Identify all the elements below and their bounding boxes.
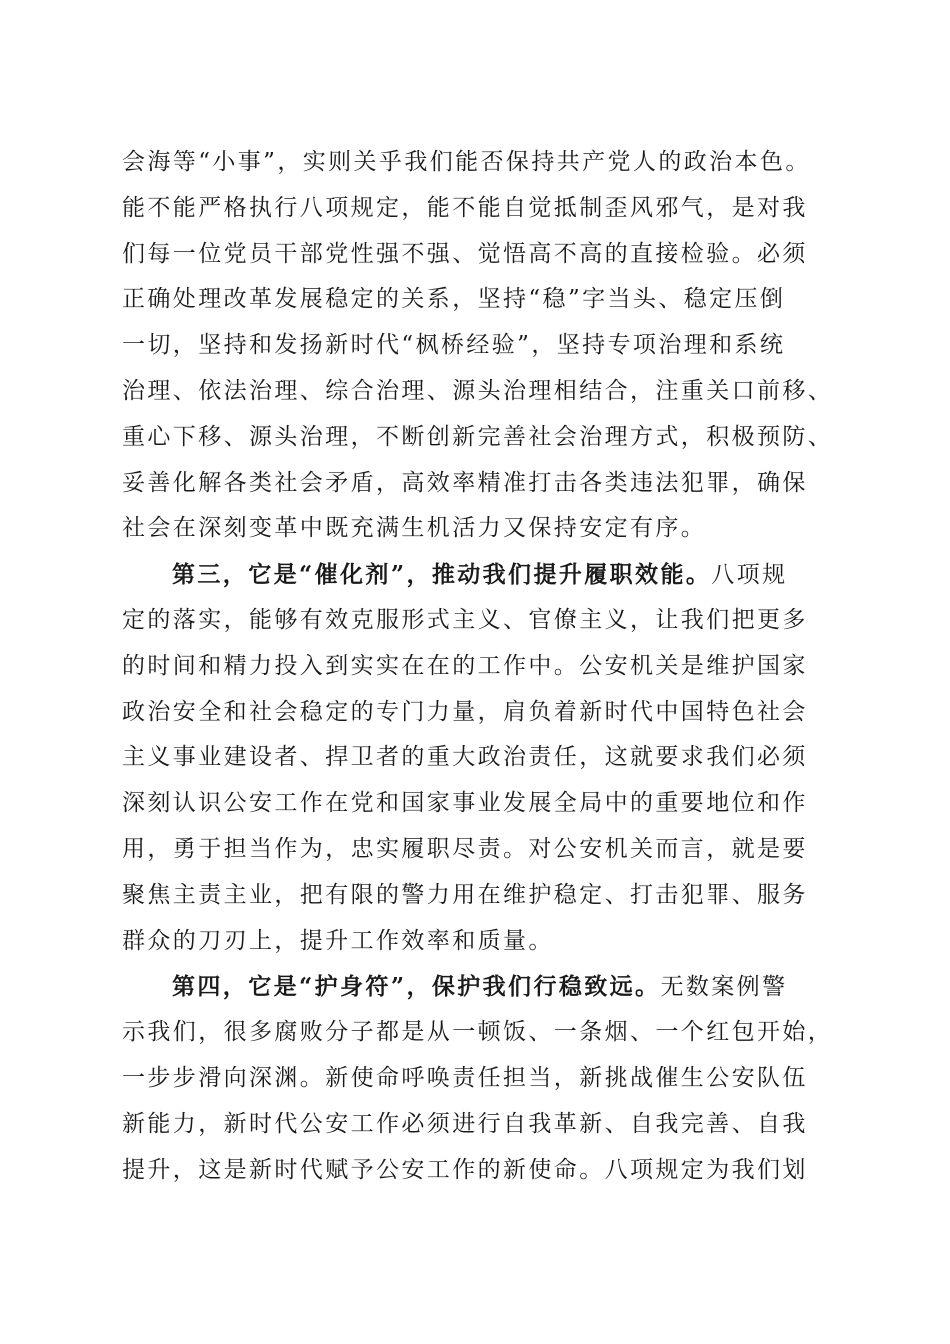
text-line: 社会在深刻变革中既充满生机活力又保持安定有序。 [122, 515, 707, 542]
text-line: 妥善化解各类社会矛盾，高效率精准打击各类违法犯罪，确保 [122, 469, 808, 496]
paragraph-fourth [122, 964, 838, 1193]
text-line: 的时间和精力投入到实实在在的工作中。公安机关是维护国家 [122, 652, 808, 679]
text-line: 能不能严格执行八项规定，能不能自觉抵制歪风邪气，是对我 [122, 194, 808, 221]
document-body [122, 140, 838, 1193]
paragraph-first-line-rest: 八项规 [711, 562, 788, 589]
paragraph-first-line-rest: 无数案例警 [660, 974, 788, 1001]
text-line [122, 552, 838, 598]
text-line: 正确处理改革发展稳定的关系，坚持“稳”字当头、稳定压倒 [122, 286, 786, 313]
text-line: 深刻认识公安工作在党和国家事业发展全局中的重要地位和作 [122, 790, 808, 817]
text-line: 群众的刀刃上，提升工作效率和质量。 [122, 927, 554, 954]
text-line: 会海等“小事”，实则关乎我们能否保持共产党人的政治本色。 [122, 149, 811, 175]
text-line [122, 964, 838, 1010]
paragraph-lead-heading: 第三，它是“催化剂”，推动我们提升履职效能。 [172, 561, 712, 589]
paragraph-third [122, 552, 838, 964]
text-line: 用，勇于担当作为，忠实履职尽责。对公安机关而言，就是要 [122, 835, 808, 862]
text-line: 新能力，新时代公安工作必须进行自我革新、自我完善、自我 [122, 1110, 808, 1137]
text-line: 示我们，很多腐败分子都是从一顿饭、一条烟、一个红包开始， [122, 1019, 834, 1046]
text-line: 提升，这是新时代赋予公安工作的新使命。八项规定为我们划 [122, 1156, 808, 1183]
text-line: 重心下移、源头治理，不断创新完善社会治理方式，积极预防、 [122, 423, 834, 450]
text-line: 主义事业建设者、捍卫者的重大政治责任，这就要求我们必须 [122, 744, 808, 771]
text-line: 治理、依法治理、综合治理、源头治理相结合，注重关口前移、 [122, 377, 834, 404]
text-line: 一步步滑向深渊。新使命呼唤责任担当，新挑战催生公安队伍 [122, 1064, 808, 1091]
text-line: 政治安全和社会稳定的专门力量，肩负着新时代中国特色社会 [122, 698, 808, 725]
text-line: 定的落实，能够有效克服形式主义、官僚主义，让我们把更多 [122, 606, 808, 633]
paragraph-continued [122, 140, 838, 552]
text-line: 一切，坚持和发扬新时代“枫桥经验”，坚持专项治理和系统 [122, 332, 786, 359]
text-line: 们每一位党员干部党性强不强、觉悟高不高的直接检验。必须 [122, 240, 808, 267]
text-line: 聚焦主责主业，把有限的警力用在维护稳定、打击犯罪、服务 [122, 881, 808, 908]
paragraph-lead-heading: 第四，它是“护身符”，保护我们行稳致远。 [172, 973, 661, 1001]
